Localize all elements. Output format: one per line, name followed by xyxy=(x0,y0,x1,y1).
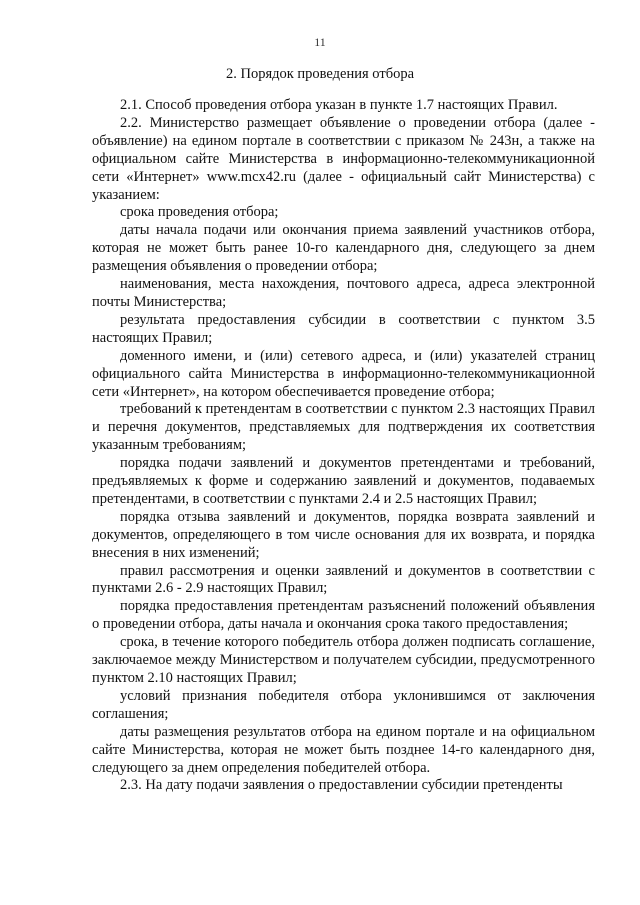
paragraph-2-1: 2.1. Способ проведения отбора указан в пункте 1.7 настоящих Правил. xyxy=(120,97,558,113)
list-item-review-rules: правил рассмотрения и оценки заявлений и документов в соответствии с пунктами 2.6 - 2.9 настоящих Правил; xyxy=(92,562,595,597)
list-item-submission: порядка подачи заявлений и документов претендентами и требований, предъявляемых к форме и содержанию заявлений и документов, подаваемых претендентами, в соответствии с пунктами 2.4 и 2.5 настоящих Правил; xyxy=(92,455,595,507)
document-body xyxy=(92,97,595,795)
list-item-address: наименования, места нахождения, почтового адреса, адреса электронной почты Министерства; xyxy=(92,276,595,310)
list-item-result: результата предоставления субсидии в соответствии с пунктом 3.5 настоящих Правил; xyxy=(92,311,595,346)
section-heading: 2. Порядок проведения отбора xyxy=(225,66,415,82)
list-item-evasion: условий признания победителя отбора уклонившимся от заключения соглашения; xyxy=(92,687,595,722)
list-item-withdrawal: порядка отзыва заявлений и документов, порядка возврата заявлений и документов, определяющего в том числе основания для их возврата, и порядка внесения в них изменений; xyxy=(92,508,595,561)
paragraph-2-3: 2.3. На дату подачи заявления о предоставлении субсидии претенденты xyxy=(120,777,563,794)
list-item-requirements: требований к претендентам в соответствии с пунктом 2.3 настоящих Правил и перечня документов, представляемых для подтверждения их соответствия указанным требованиям; xyxy=(92,401,595,454)
list-item-signing-term: срока, в течение которого победитель отбора должен подписать соглашение, заключаемое между Министерством и получателем субсидии, предусмотренного пунктом 2.10 настоящих Правил; xyxy=(92,634,595,686)
paragraph-2-2: 2.2. Министерство размещает объявление о проведении отбора (далее - объявление) на едином портале в соответствии с приказом № 243н, а также на официальном сайте Министерства в информационно-телекоммуникационной сети «Интернет» www.mcx42.ru (далее - официальный сайт Министерства) с указанием: xyxy=(92,114,595,203)
list-item-dates: даты начала подачи или окончания приема заявлений участников отбора, которая не может быть ранее 10-го календарного дня, следующего за днем размещения объявления о проведении отбора; xyxy=(92,222,595,275)
list-item-results-date: даты размещения результатов отбора на едином портале и на официальном сайте Министерства, которая не может быть позднее 14-го календарного дня, следующего за днем определения победителей отбора. xyxy=(92,723,595,776)
list-item-clarifications: порядка предоставления претендентам разъяснений положений объявления о проведении отбора, даты начала и окончания срока такого предоставления; xyxy=(92,598,595,633)
page-number: 11 xyxy=(314,35,326,49)
list-item-term: срока проведения отбора; xyxy=(120,204,279,221)
list-item-domain: доменного имени, и (или) сетевого адреса, и (или) указателей страниц официального сайта Министерства в информационно-телекоммуникационной сети «Интернет», на котором обеспечивается проведение отбора; xyxy=(92,347,595,400)
